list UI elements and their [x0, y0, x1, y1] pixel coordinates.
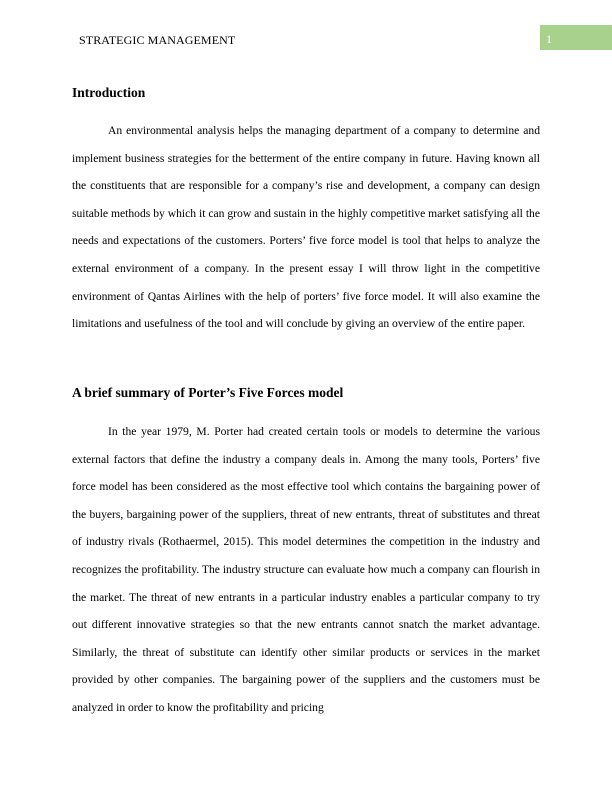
- section-heading-introduction: Introduction: [72, 85, 146, 100]
- section-heading-porter-summary: A brief summary of Porter’s Five Forces model: [72, 385, 344, 400]
- page-number-badge: [540, 25, 612, 50]
- running-header-title: STRATEGIC MANAGEMENT: [79, 33, 236, 47]
- introduction-paragraph: An environmental analysis helps the managing department of a company to determine and implement business strategies for the betterment of the entire company in future. Having known all the constituents that are responsible for a company’s rise and development, a company can design suitable methods by which it can grow and sustain in the highly competitive market satisfying all the needs and expectations of the customers. Porters’ five force model is tool that helps to analyze the external environment of a company. In the present essay I will throw light in the competitive environment of Qantas Airlines with the help of porters’ five force model. It will also examine the limitations and usefulness of the tool and will conclude by giving an overview of the entire paper.: [72, 124, 540, 331]
- porter-summary-paragraph: In the year 1979, M. Porter had created certain tools or models to determine the various external factors that define the industry a company deals in. Among the many tools, Porters’ five force model has been considered as the most effective tool which contains the bargaining power of the buyers, bargaining power of the suppliers, threat of new entrants, threat of substitutes and threat of industry rivals (Rothaermel, 2015). This model determines the competition in the industry and recognizes the profitability. The industry structure can evaluate how much a company can flourish in the market. The threat of new entrants in a particular industry enables a particular company to try out different innovative strategies so that the new entrants cannot snatch the market advantage. Similarly, the threat of substitute can identify other similar products or services in the market provided by other companies. The bargaining power of the suppliers and the customers must be analyzed in order to know the profitability and pricing: [72, 425, 540, 714]
- page-number: 1: [546, 32, 552, 46]
